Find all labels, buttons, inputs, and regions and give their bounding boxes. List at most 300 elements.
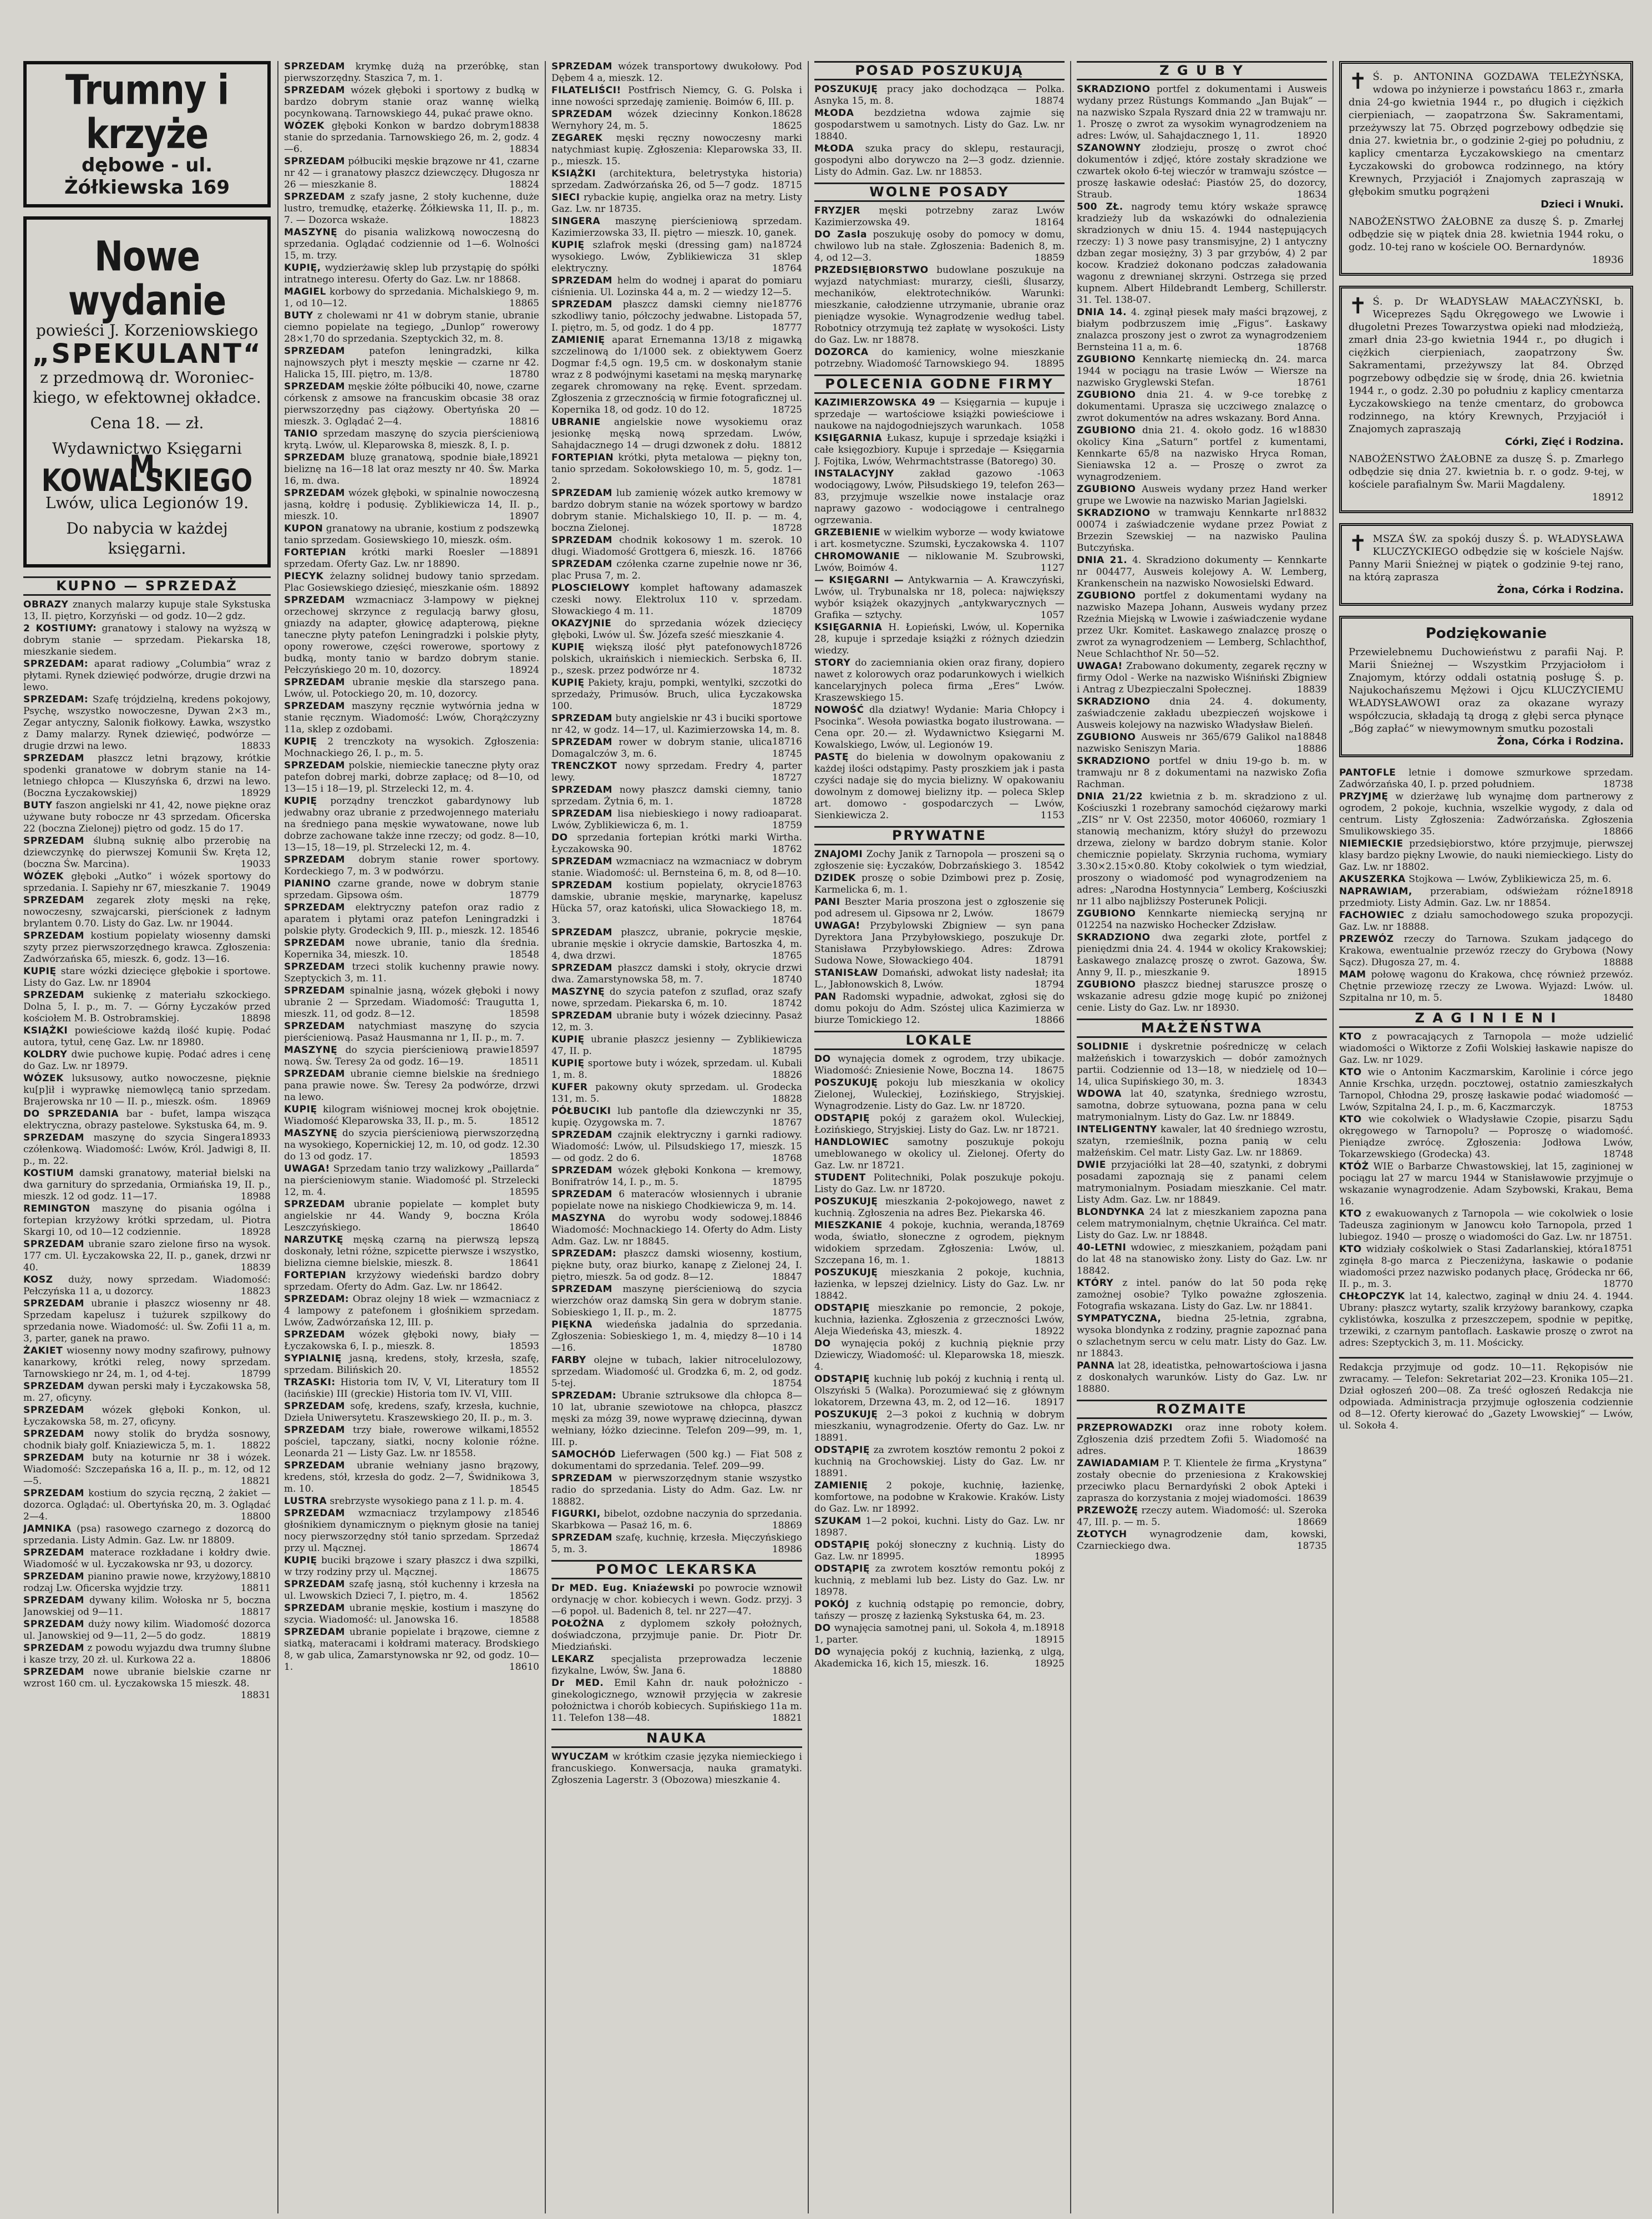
ad-text: Łukasz, kupuje i sprzedaje książki i całe księgozbiory. Kupuje i sprzedaje — Księgarnia J. Fojtika, Lwów, Wehrmachtstrasse (Batorego) 30. [814, 433, 1065, 467]
ad-text: wzmacniacz 3-lampowy w pięknej orzechowej skrzynce z regulacją barwy głosu, gniazdy na adapter, głowicę adapterową, piękne taneczne płyty patefon Leningradzki i polskie płyty, opony rowerowe, części rowerowe, sportowy z budką, monty tanio w bardzo dobrym stanie. Pełczyńskiego 20 m. 10, dozorcy. [284, 595, 539, 676]
classified-ad [814, 527, 1065, 550]
ad-keyword: SPRZEDAM [551, 109, 612, 120]
ad-keyword: SPRZEDAM [551, 737, 612, 748]
ad-keyword: SKRADZIONO [1077, 696, 1151, 707]
ad-number: 18766 [772, 546, 802, 558]
ad-text: i dyskretnie pośredniczę w celach małżeńskich i towarzyskich — dobór zamożnych partii. Codziennie od 13—18, w niedzielę od 10—14, ulica Supińskiego 30, m. 3. [1077, 1041, 1327, 1087]
classified-ad [814, 849, 1065, 872]
classified-ad [551, 1165, 802, 1188]
classified-ad [551, 856, 802, 890]
ad-keyword: ODSTĄPIĘ [814, 1563, 870, 1574]
ad-keyword: SPRZEDAM [551, 927, 612, 938]
ad-text: Zrabowano dokumenty, zegarek ręczny w firmy Odol - Werke na nazwisko Wiśniński Zbigniew i Antrag z Ubezpieczalni Społecznej. [1077, 661, 1327, 695]
ad-keyword: KTO [1339, 1031, 1362, 1042]
classified-ad [551, 1473, 802, 1508]
book-ad-line: Do nabycia w każdej księgarni. [66, 519, 228, 558]
ad-number: 18562 [509, 1590, 539, 1602]
ad-keyword: PANI [814, 896, 840, 908]
classified-ad [1077, 1313, 1327, 1360]
classified-ad [551, 1106, 802, 1129]
ad-text: 4 pokoje, kuchnia, weranda, woda, światło, słoneczne z ogrodem, pięknym widokiem sprzedam. Zgłoszenia: Lwów, ul. Szczepana 16, m. 1. [814, 1220, 1065, 1266]
ad-number: 18846 [772, 1212, 802, 1223]
ad-keyword: SKRADZIONO [1077, 84, 1151, 95]
ad-keyword: SZUKAM [814, 1516, 862, 1527]
ad-text: buciki brązowe i szary płaszcz i dwa szpilki, w trzy rodziny przy ul. Mącznej. [284, 1555, 539, 1578]
ad-keyword: SKRADZIONO [1077, 932, 1151, 943]
ad-keyword: ZGUBIONO [1077, 484, 1136, 495]
ad-text: nowy stolik do brydża sosnowy, chodnik biały golf. Kniaziewicza 5, m. 1. [23, 1428, 271, 1451]
ad-number: 18869 [772, 1520, 802, 1531]
ad-keyword: ZGUBIONO [1077, 732, 1136, 743]
classified-ad [551, 1034, 802, 1057]
classified-ad [1339, 1208, 1633, 1254]
ad-text: Przybylowski Zbigniew — syn pana Dyrektora Jana Przybyłowskiego, poszukuje Dr. Stanisława Przybyłowskiego. Adres: Zdrowa Sudowa Nowe, Słowackiego 404. [814, 920, 1065, 966]
ad-text: wiosenny nowy modny szafirowy, pułnowy kanarkowy, krótki releg, nowy sprzedam. Tarnowskiego nr 24, m. 1, od 4-tej. [23, 1345, 271, 1380]
classified-ad [284, 452, 539, 487]
classified-ad [1077, 508, 1327, 554]
ad-text: ślubną suknię albo przerobię na dziewczynkę do pierwszej Komunii Św. Kręta 12, (boczna Św. Marcina). [23, 835, 271, 870]
ad-keyword: FORTEPIAN [284, 547, 347, 558]
classified-ad [284, 488, 539, 523]
ad-text: angielskie nowe wysokiemu oraz jesionkę męską nową sprzedam. Lwów, Sahajdacznego 14 — drugi dzwonek z dołu. [551, 417, 802, 451]
section-header: POMOC LEKARSKA [551, 1560, 802, 1579]
obituary-text: Ś. p. ANTONINA GOZDAWA TELEŻYŃSKA, wdowa po inżynierze i powstańcu 1863 r., zmarła dnia 24-go kwietnia 1944 r., po długich i ciężkich cierpieniach, — zaopatrzona Św. Sakramentami, przeżywszy lat 75. Obrzęd pogrzebowy odbędzie się dnia 27. kwietnia br., o godzinie 2-giej po południu, z kaplicy cmentarza Łyczakowskiego na cmentarz Łyczakowski do grobowca rodzinnego, na który Krewnych, Przyjaciół i Znajomych zapraszają w głębokim smutku pogrążeni [1349, 71, 1624, 197]
ad-text: mieszkania 2-pokojowego, nawet z kuchnią. Zgłoszenia na adres Bez. Piekarska 46. [814, 1196, 1065, 1219]
ad-number: 18847 [772, 1271, 802, 1283]
ad-text: dwie puchowe kupię. Podać adres i cenę do Gaz. Lw. nr 18979. [23, 1049, 271, 1072]
ad-text: maszyny ręcznie wytwórnia jedna w stanie ręcznym. Wiadomość: Lwów, Chorążczyzny 11a, skleр z ozdobami. [284, 701, 539, 735]
ad-number: 18634 [1296, 189, 1327, 200]
classified-ad [1077, 1242, 1327, 1277]
ad-keyword: AKUSZERKA [1339, 874, 1406, 885]
ad-keyword: POSZUKUJĘ [814, 84, 878, 95]
ad-number: 18781 [772, 475, 802, 487]
ad-keyword: KUPIĘ [284, 796, 317, 807]
ad-number: 18888 [1603, 957, 1633, 968]
ad-text: kostium popielaty wiosenny damski szyty przez pierwszorzędnego krawca. Zgłoszenia: Zadwórzańska 65, mieszk. 6, godz. 13—16. [23, 930, 271, 965]
ad-text: Radomski wypadnie, adwokat, zgłosi się do domu pokoju do Adm. Szóstej ulica Kazimierza w biurze Tomickiego 12. [814, 991, 1065, 1026]
ad-keyword: DO [814, 1646, 831, 1658]
ad-text: lub pantofle dla dziewczynki nr 35, kupię. Ozygowska m. 7. [551, 1106, 802, 1128]
ad-number: 18831 [240, 1690, 271, 1701]
ad-text: wzmacniacz na wzmacniacz w dobrym stanie. Wiadomość: ul. Bernsteina 6, m. 8, od 8—10. [551, 856, 802, 879]
ad-keyword: OKAZYJNIE [551, 618, 612, 629]
ad-keyword: SPRZEDAM [551, 1284, 612, 1295]
ad-keyword: POKÓJ [814, 1599, 849, 1610]
ad-text: z intel. panów do lat 50 poda rękę zamożnej osobie? Tylko poważne zgłoszenia. Fotografia wskazana. Listy do Gaz. Lw. nr 18841. [1077, 1278, 1327, 1312]
ad-text: większą ilość płyt patefonowych polskich, ukraińskich i niemieckich. Serbska 6, II. p., szesk. przez podwórze nr 4. [551, 642, 802, 676]
ad-keyword: BUTY [284, 310, 313, 321]
classified-ad [551, 61, 802, 84]
ad-keyword: SPRZEDAM [284, 191, 345, 202]
ad-keyword: SOLIDNIE [1077, 1041, 1129, 1052]
ad-number: 18780 [509, 369, 539, 380]
ad-number: 18915 [1034, 1634, 1065, 1645]
ad-number: 1107 [1040, 539, 1065, 550]
ad-text: WIE o Barbarze Chwastowskiej, lat 15, zaginionej w pociągu lat 27 w marcu 1944 w Stanisławowie przyjmuje o wskazanie wynagrodzenie. Adam Szybowski, Krakau, Bema 16. [1339, 1161, 1633, 1207]
ad-keyword: MŁODA [814, 108, 854, 119]
ad-keyword: KSIĘGARNIA [814, 622, 883, 633]
ad-keyword: SPRZEDAM [551, 1129, 612, 1141]
ad-text: wózek głęboki nowy, biały — Łyczakowska 6, I. p., mieszk. 8. [284, 1329, 539, 1352]
ad-text: nowe ubranie, tanio dla średnia. Kopernika 34, mieszk. 10. [284, 938, 539, 960]
ad-number: 18777 [772, 322, 802, 333]
classified-list [551, 61, 802, 1556]
ad-keyword: SPRZEDAM [23, 895, 84, 906]
classified-ad [1077, 1124, 1327, 1159]
ad-text: porządny trenczkot gabardynowy lub jedwabny oraz ubranie z przedwojennego materiału na średniego pana męskie wywatowane, nowe lub dobrze zachowane także inne rzeczy; od godz. 8—10, 13—15, 18—19, pl. Strzelecki 12, m. 4. [284, 796, 539, 853]
ad-text: lat 14, kalectwo, zaginął w dniu 24. 4. 1944. Ubrany: płaszcz wytarty, szalik krzyżowy barankowy, czapka cyklistówka, koszulka z przeszczepem, spodnie w pepitkę, trzewiki, z czarnym pantoflach. Łaskawie proszę o zwrot na adres: Szeptyckich 3, m. 11. Mościcky. [1339, 1291, 1633, 1349]
ad-keyword: SPRZEDAM [551, 784, 612, 796]
ad-text: dla dziatwy! Wydanie: Maria Chłopcy i Psocinka“. Wesoła powiastka bogato ilustrowana. — Cena opr. 20.— zł. Wydawnictwo Księgarni M. Kowalskiego, Lwów, ul. Legionów 19. [814, 705, 1065, 751]
ad-keyword: ZEGAREK [551, 133, 603, 144]
ad-text: rzeczy do Tarnowa. Szukam jadącego do Krakowa, ewentualnie przewóz rzeczy do Grybowa (Nowy Sącz). Długosza 27, m. 4. [1339, 934, 1633, 968]
section-header: LOKALE [814, 1031, 1065, 1050]
classified-ad [814, 622, 1065, 657]
ad-text: buty na koturnie nr 38 i wózek. Wiadomość: Szczepańska 16 a, II. p., m. 12, od 12—5. [23, 1452, 271, 1487]
classified-ad [1339, 1291, 1633, 1349]
section-header: MAŁŻEŃSTWA [1077, 1019, 1327, 1038]
ad-keyword: SPRZEDAM [284, 961, 345, 972]
ad-keyword: PANTOFLE [1339, 767, 1396, 778]
classified-ad [23, 800, 271, 835]
ad-text: 24 lat z mieszkaniem zapozna pana celem matrymonialnym, chętnie Ukraińca. Cel matr. Listy do Gaz. Lw. nr 18848. [1077, 1207, 1327, 1241]
classified-ad [23, 1452, 271, 1487]
ad-keyword: SPRZEDAM [284, 854, 345, 865]
ad-text: wie o Antonim Kaczmarskim, Karolinie i córce jego Annie Krschka, urzędn. pocztowej, ostatnio zamieszkałych Tarnopol, Chłodna 29, proszę łaskawie podać wiadomość — Lwów, Szpitalna 24, I. p., m. 6, Kaczmarczyk. [1339, 1067, 1633, 1113]
ad-keyword: DO [814, 1623, 831, 1634]
classified-ad [814, 1646, 1065, 1670]
classified-ad [814, 575, 1065, 621]
classified-ad [23, 990, 271, 1025]
ad-keyword: ODSTĄPIĘ [814, 1539, 870, 1551]
ad-keyword: FARBY [551, 1355, 586, 1366]
ad-text: wdowiec, z mieszkaniem, pożądam pani do lat 48 na stanowisko żony. Listy do Gaz. Lw. nr 18842. [1077, 1242, 1327, 1276]
classified-ad [1077, 732, 1327, 755]
ad-text: letnie i domowe szmurkowe sprzedam. Zadwórzańska 40, I. p. przed południem. [1339, 767, 1633, 790]
ad-number: 18764 [772, 915, 802, 926]
ad-text: sprzedam maszynę do szycia pierścieniową krytą. Lwów, ul. Kleparowska 8, mieszk. 8, I. p. [284, 428, 539, 451]
ad-number: 18791 [1034, 955, 1065, 966]
ad-number: 1063 [1040, 468, 1065, 479]
classified-ad [284, 1579, 539, 1602]
ad-text: 2 trenczkoty na wysokich. Zgłoszenia: Mochnackiego 26, I. p., m. 5. [284, 736, 539, 759]
ad-keyword: WÓZEK [23, 871, 64, 882]
ad-number: 18669 [1296, 1517, 1327, 1528]
ad-number: 18728 [772, 796, 802, 807]
classified-ad [23, 1073, 271, 1108]
ad-number: 18610 [509, 1661, 539, 1673]
ad-keyword: PRZEWOŻĘ [1077, 1505, 1138, 1516]
ad-number: 18925 [1034, 1658, 1065, 1669]
column-rule [545, 61, 546, 2213]
classified-ad [23, 1168, 271, 1203]
classified-ad [1339, 969, 1633, 1004]
ad-keyword: SPRZEDAM [23, 1405, 84, 1416]
ad-keyword: KOLDRY [23, 1049, 68, 1060]
obituary-text: Ś. p. Dr WŁADYSŁAW MAŁACZYŃSKI, b. Wiceprezes Sądu Okręgowego we Lwowie i długoletni Prezes Towarzystwa opieki nad młodzieżą, zmarł dnia 23-go kwietnia 1944 r., po długich i ciężkich cierpieniach, zaopatrzony Św. Sakramentami, przeżywszy lat 84. Obrzęd pogrzebowy odbędzie się w środę, dnia 26. kwietnia 1944 r., o godz. 2.30 po południu z kaplicy cmentarza Łyczakowskiego na tenże cmentarz, do grobowca rodzinnego, na który Krewnych, Przyjaciół i Znajomych zapraszają [1349, 296, 1624, 435]
ad-keyword: Dr MED. Eug. Kniaźewski [551, 1583, 695, 1594]
ad-number: 18895 [1034, 358, 1065, 369]
ad-number: 18641 [509, 1258, 539, 1269]
ad-number: 18512 [509, 1116, 539, 1127]
ad-keyword: SPRZEDAM: [23, 694, 89, 705]
ad-keyword: SPRZEDAM [551, 535, 612, 546]
ad-text: Ubranie sztruksowe dla chłopca 8—10 lat, ubranie szewiotowe na chłopca, płaszcz męski za mózg 39, nowe wyprawę dziecinną, dywan wełniany, łóżko dziecinne. Telefon 209—99, m. 1, III. p. [551, 1390, 802, 1448]
ad-keyword: SPRZEDAM [284, 488, 345, 499]
classified-ad [284, 346, 539, 381]
ad-keyword: FILATELIŚCI! [551, 85, 621, 96]
ad-text: luksusowy, autko nowoczesne, pięknie ku[p]ił i wyprawkę niemowlęcą tanio sprzedam. Brajerowska nr 10 — II. p., mieszk. ośm. [23, 1073, 271, 1107]
ad-number: 18740 [772, 974, 802, 985]
classified-ad [551, 133, 802, 168]
ad-keyword: PRZEWÓZ [1339, 934, 1394, 945]
ad-keyword: SZANOWNY [1077, 143, 1141, 154]
ad-text: mieszkanie po remoncie, 2 pokoje, kuchnia, łazienka. Zgłoszenia z grzeczności Lwów, Aleja Wiedeńska 43, mieszk. 4. [814, 1303, 1065, 1337]
ad-text: pokoju lub mieszkania w okolicy Zielonej, Wuleckiej, Łozińskiego, Stryjskiej. Wynagrodzenie. Listy do Gaz. Lw. nr 18720. [814, 1077, 1065, 1112]
ad-text: dnia 21. 4. w 9-ce torebkę z dokumentami. Uprasza się uczciwego znalazcę o zwrot dokumentów na adres wskazany. Bord Anna. [1077, 389, 1327, 424]
classified-list [551, 1583, 802, 1724]
ad-keyword: SPRZEDAM [23, 1381, 84, 1392]
ad-text: specjalista przeprowadza leczenie fizykalne, Lwów, Św. Jana 6. [551, 1654, 802, 1676]
ad-text: kostium do szycia ręczną, 2 żakiet — dozorca. Oglądać: ul. Obertyńska 20, m. 3. Oglądać 2—4. [23, 1488, 271, 1522]
ad-keyword: POSZUKUJĘ [814, 1077, 878, 1088]
ad-number: 18728 [772, 523, 802, 534]
ad-keyword: SPRZEDAM [23, 1428, 84, 1440]
ad-keyword: KSIĄŻKI [23, 1025, 68, 1036]
classified-ad [814, 84, 1065, 107]
ad-keyword: PASTĘ [814, 752, 849, 763]
ad-text: polskie, niemieckie taneczne płyty oraz patefon dobrej marki, dobrze zapłacę; od 8—10, od 13—15 i 18—19, pl. Strzelecki 12, m. 4. [284, 760, 539, 794]
classified-ad [284, 1163, 539, 1198]
ad-text: Postfrisch Niemcy, G. G. Polska i inne nowości sprzedaję zamienię. Boimów 6, III. p. [551, 85, 802, 108]
classified-ad [284, 1555, 539, 1578]
classified-ad [284, 120, 539, 155]
ad-keyword: SPRZEDAM [284, 1603, 345, 1614]
ad-text: szuka pracy do sklepu, restauracji, gospodyni albo dorywczo na 2—3 godz. dziennie. Listy do Admin. Gaz. Lw. nr 18853. [814, 143, 1065, 178]
ad-text: ubranie buty i wózek dziecinny. Pasaż 12, m. 3. [551, 1010, 802, 1033]
ad-number: 18912 [1592, 492, 1624, 503]
ad-text: za zwrotem kosztów remontu pokój z kuchnią, z meblami lub bez. Listy do Gaz. Lw. nr 18978. [814, 1563, 1065, 1598]
ad-keyword: SIECI [551, 192, 580, 203]
classified-ad [1077, 1088, 1327, 1123]
ad-number: 18762 [772, 844, 802, 855]
ad-text: wózek głęboki, w spinalnie nowoczesną jasną, kołdrę i podusię. Zyblikiewicza 14, II. p., mieszk. 10. [284, 488, 539, 522]
ad-keyword: FRYZJER [814, 205, 860, 216]
ad-number: 18679 [1034, 908, 1065, 919]
classified-ad [284, 1627, 539, 1673]
ad-keyword: SPRZEDAM [284, 677, 345, 688]
ad-text: (architektura, beletrystyka historia) sprzedam. Zadwórzańska 26, od 5—7 godz. [551, 168, 802, 191]
classified-ad [551, 168, 802, 191]
ad-number: 18776 [772, 298, 802, 310]
classified-list [814, 84, 1065, 178]
ad-text: ubranie męskie, kostium i maszynę do szycia. Wiadomość: ul. Janowska 16. [284, 1603, 539, 1625]
classified-ad [1339, 1067, 1633, 1113]
classified-ad [284, 381, 539, 428]
ad-text: wynajęcia samotnej pani, ul. Sokoła 4, m. 1, parter. [814, 1623, 1035, 1645]
ad-text: Obraz olejny 18 wiek — wzmacniacz z 4 lampowy z patefonem i głośnikiem sprzedam. Lwów, Zadwórzańska 12, III. p. [284, 1294, 539, 1328]
classified-ad [284, 760, 539, 795]
ad-text: srebrzyste wysokiego pana z 1 l. p. m. 4. [327, 1496, 524, 1507]
ad-keyword: ZGUBIONO [1077, 908, 1136, 919]
ad-keyword: NARZUTKĘ [284, 1234, 343, 1245]
ad-number: 18833 [240, 741, 271, 752]
ad-number: 18727 [772, 772, 802, 783]
ad-text: Pakiety, kraju, pompki, wentylki, szczotki do sprzedaży, Primusów. Bruch, ulica Łyczakowska 100. [551, 677, 802, 712]
ad-text: Politechniki, Polak poszukuje pokoju. Listy do Gaz. Lw. nr 18720. [814, 1172, 1065, 1195]
ad-keyword: SPRZEDAM [284, 1460, 345, 1471]
ad-keyword: SPRZEDAM [284, 61, 345, 72]
section-header: ROZMAITE [1077, 1400, 1327, 1419]
ad-text: lat 40, szatynka, średniego wzrostu, samotna, dobrze sytuowana, pozna pana w celu matrymonialnym. Listy do Gaz. Lw. nr 18849. [1077, 1088, 1327, 1123]
ad-keyword: PRZYJMĘ [1339, 791, 1389, 802]
ad-text: do bielenia w dowolnym opakowaniu z każdej ilości odstąpimy. Pasty proszkiem jak i pasta czyści nadaje się do mycia bielizny. W opakowaniu dowolnym z domowej bielizny itp. — poleca Sklep art. domowo - gospodarczych — Lwów, Sienkiewicza 2. [814, 752, 1065, 821]
ad-keyword: ZŁOTYCH [1077, 1529, 1127, 1540]
ad-number: 18628 [772, 108, 802, 119]
book-ad-publisher: M. KOWALSKIEGO [41, 448, 253, 499]
classified-ad [284, 156, 539, 191]
ad-text: granatowy na ubranie, kostium z podszewką tanio sprzedam. Gosiewskiego 10, mieszk. ośm. [284, 523, 539, 546]
ad-keyword: SPRZEDAM [23, 930, 84, 941]
ad-number: 1127 [1040, 563, 1065, 574]
ad-keyword: SPRZEDAM [284, 1199, 345, 1210]
ad-keyword: SAMOCHÓD [551, 1449, 616, 1460]
ad-number: 18511 [509, 1056, 539, 1067]
ad-text: Ausweis nr 365/679 Galikol na nazwisko Seniszyn Maria. [1077, 732, 1297, 754]
ad-keyword: SPRZEDAM [551, 1010, 612, 1021]
classified-ad [23, 1523, 271, 1547]
ad-text: sportowe buty i wózek, sprzedam. ul. Kubali 1, m. 8. [551, 1058, 802, 1081]
ad-text: Sprzedam tanio trzy walizkowy „Paillarda“ na pierścieniowym stanie. Wiadomość pl. Strzelecki 12, m. 4. [284, 1163, 539, 1198]
ad-keyword: SPRZEDAM [284, 346, 345, 357]
column-1 [23, 61, 271, 2213]
ad-keyword: BLONDYNKA [1077, 1207, 1145, 1218]
classified-ad [814, 896, 1065, 920]
ad-text: do sprzedania wózek dziecięcy głęboki, Lwów ul. Św. Józefa sześć mieszkanie 4. [551, 618, 802, 641]
classified-ad [1077, 1505, 1327, 1528]
ad-text: damski granatowy, materiał bielski na dwa garnitury do sprzedania, Ormiańska 19, II. p., mieszk. 12 od godz. 11—17. [23, 1168, 271, 1202]
ad-keyword: SPRZEDAM [284, 1401, 345, 1412]
ad-text: 2—3 pokoi z kuchnią w dobrym mieszkaniu, wynagrodzenie. Oferty do Gaz. Lw. nr 18891. [814, 1409, 1065, 1443]
ad-keyword: KOSTIUM [23, 1168, 74, 1179]
ad-text: szlafrok męski (dressing gam) na wysokiego. Lwów, Zyblikiewicza 31 sklep elektryczny. [551, 240, 802, 274]
cross-icon: ✝ [1349, 531, 1367, 556]
classified-list [23, 599, 271, 1701]
section-header: Z A G I N I E N I [1339, 1009, 1633, 1028]
ad-text: płaszcz, ubranie, pokrycie męskie, ubranie męskie i okrycie damskie, Bartoszka 4, m. 4, dwa drzwi. [551, 927, 802, 961]
ad-keyword: MASZYNĘ [284, 227, 338, 238]
ad-text: nowy sprzedam. Fredry 4, parter lewy. [551, 761, 802, 783]
classified-ad [284, 961, 539, 985]
classified-ad [814, 657, 1065, 704]
ad-keyword: SPRZEDAM [284, 381, 345, 392]
ad-number: 19049 [240, 883, 271, 894]
ad-keyword: POSZUKUJĘ [814, 1409, 878, 1420]
ad-keyword: DO [551, 832, 568, 843]
ad-keyword: DNIA 21. [1077, 555, 1128, 566]
ad-keyword: SPRZEDAM [551, 559, 612, 570]
ad-keyword: SPRZEDAM [551, 1473, 612, 1484]
ad-keyword: UWAGA! [284, 1163, 330, 1174]
ad-keyword: SPRZEDAM [284, 452, 345, 463]
classified-ad [284, 1603, 539, 1626]
ad-number: 18828 [772, 1093, 802, 1105]
ad-text: bezdzietna wdowa zajmie się gospodarstwem u samotnych. Listy do Gaz. Lw. nr 18840. [814, 108, 1065, 142]
classified-ad [23, 966, 271, 989]
ad-keyword: MASZYNA [551, 1213, 606, 1224]
ad-text: 4. zginął piesek mały maści brązowej, z białym podbrzuszem imię „Figus“. Łaskawy znalazca proszony jest o zwrot za wynagrodzeniem Bernsteina 11 a, m. 6. [1077, 307, 1327, 353]
classified-list [551, 1751, 802, 1786]
ad-text: przedsiębiorstwo, które przyjmuje, pierwszej klasy bardzo piękny Lwowie, do nauki niemieckiego. Listy do Gaz. Lw. nr 18802. [1339, 838, 1633, 873]
classified-ad [551, 335, 802, 416]
ad-text: szafę jasną, stół kuchenny i krzesła na ul. Lwowskich Dzieci 7, I. piętro, m. 4. [284, 1579, 539, 1602]
section-header: POSAD POSZUKUJĄ [814, 61, 1065, 80]
ad-number: 18821 [772, 1713, 802, 1724]
ad-text: duży nowy kilim. Wiadomość dozorca ul. Janowskiej od 9—11, 2—5 do godz. [23, 1619, 271, 1642]
classified-ad [1077, 756, 1327, 791]
ad-text: po powrocie wznowił ordynację w chor. kobiecych i wewn. Godz. przyj. 3—6 popoł. ul. Badenich 8, tel. nr 227—47. [551, 1583, 802, 1617]
ad-number: 18552 [509, 1424, 539, 1435]
classified-ad [1077, 143, 1327, 201]
ad-number: 18735 [1296, 1541, 1327, 1552]
classified-ad [1077, 201, 1327, 306]
classified-ad [814, 1137, 1065, 1172]
ad-number: 18751 [1603, 1243, 1633, 1254]
coffin-ad [23, 61, 271, 207]
ad-keyword: DO Zasla [814, 229, 867, 240]
classified-ad [1339, 886, 1633, 909]
classified-ad [551, 1058, 802, 1081]
ad-text: natychmiast maszynę do szycia pierścieniową. Pasaż Hausmanna nr 1, II. p., m. 7. [284, 1021, 539, 1043]
classified-ad [551, 275, 802, 310]
ad-text: zegarek złoty męski na rękę, nowoczesny, szwajcarski, pierścionek z ładnym brylantem 0.70. Listy do Gaz. Lw. nr 19044. [23, 895, 271, 929]
ad-number: 18639 [1296, 1493, 1327, 1504]
ad-keyword: DO [814, 1053, 831, 1065]
ad-keyword: ZGUBIONO [1077, 979, 1136, 990]
ad-keyword: ZGUBIONO [1077, 354, 1136, 365]
ad-keyword: SPRZEDAM [23, 1619, 84, 1630]
classified-ad [814, 1563, 1065, 1598]
ad-text: płaszcz damski ciemny nie szkodliwy tanio, półczochy jedwabne. Listopada 57, I. piętro, m. 5, od godz. 1 do 4 pp. [551, 299, 802, 333]
ad-text: sofę, kredens, szafy, krzesła, kuchnie, Dzieła Uniwersytetu. Kraszewskiego 20, II. p., m. 3. [284, 1401, 539, 1423]
classified-ad [814, 1599, 1065, 1633]
classified-ad [551, 1508, 802, 1532]
classified-ad [551, 1355, 802, 1390]
classified-ad [1339, 838, 1633, 873]
ad-text: aparat Ernemanna 13/18 z migawką szczelinową do 1/1000 sek. z obiektywem Goerz Dogmar f:4,5 ogn. 19,5 cm. w doskonałym stanie wraz z 8 podwójnymi kasetami na męską marynarkę zegarek chromowany na rękę. Event. sprzedam. Zgłoszenia z grzecznością w firmie fotograficznej ul. Kopernika 18, od godz. 10 do 12. [551, 335, 802, 416]
ad-text: płaszcz damski i stoły, okrycie drzwi dwa. Zamarstynowska 58, m. 7. [551, 962, 802, 985]
ad-text: spinalnie jasną, wózek głęboki i nowy ubranie 2 — Sprzedam. Wiadomość: Traugutta 1, mieszk. 11, od godz. 8—12. [284, 985, 539, 1020]
ad-keyword: ZNAJOMI [814, 849, 863, 860]
ad-text: powieściowe każdą ilość kupię. Podać autora, tytuł, cenę Gaz. Lw. nr 18980. [23, 1025, 271, 1048]
ad-number: 18738 [1603, 779, 1633, 790]
ad-number: 18986 [772, 1544, 802, 1555]
classified-ad [23, 1666, 271, 1701]
ad-text: pokój słoneczny z kuchnią. Listy do Gaz. Lw. nr 18995. [814, 1539, 1065, 1562]
classified-ad [1077, 590, 1327, 660]
ad-keyword: PRZEPROWADZKI [1077, 1422, 1173, 1433]
classified-ad [551, 962, 802, 986]
coffin-ad-address: dębowe - ul. Żółkiewska 169 [64, 154, 230, 199]
classified-ad [284, 1353, 539, 1376]
classified-ad [814, 205, 1065, 229]
classified-ad [23, 871, 271, 894]
ad-keyword: MASZYNĘ [284, 1045, 338, 1056]
ad-text: kuchnię lub pokój z kuchnią i rentą ul. Olszyński 5 (Walka). Porozumiewać się z głównym lokatorem, Drzewna 43, m. 2, od 12—16. [814, 1374, 1065, 1408]
ad-text: maszynę do szycia Singera czółenkową. Wiadomość: Lwów, Król. Jadwigi 8, II. p., m. 22. [23, 1132, 271, 1167]
ad-number: 18799 [240, 1369, 271, 1380]
